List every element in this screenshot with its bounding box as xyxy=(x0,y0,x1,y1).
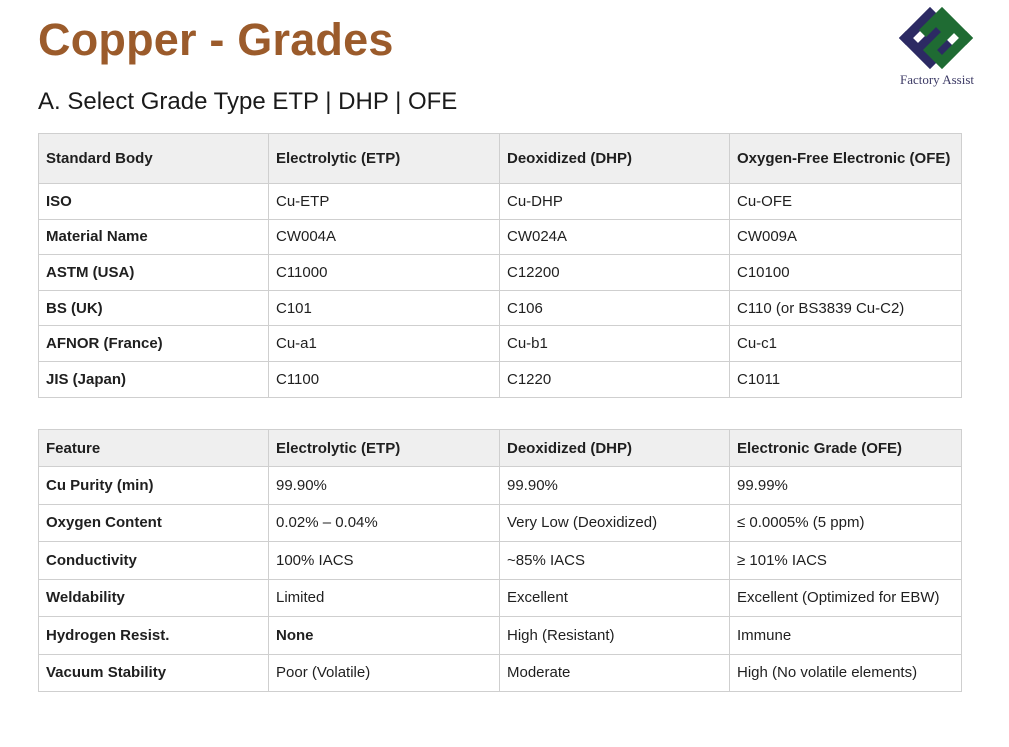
table-cell: CW004A xyxy=(269,219,500,255)
column-header: Electrolytic (ETP) xyxy=(269,430,500,467)
table-cell: Poor (Volatile) xyxy=(269,654,500,692)
row-label: Conductivity xyxy=(39,542,269,580)
table-cell: ≥ 101% IACS xyxy=(730,542,962,580)
table-header-row xyxy=(39,134,962,184)
table-row xyxy=(39,361,962,397)
row-label: Cu Purity (min) xyxy=(39,467,269,505)
table-cell: Moderate xyxy=(500,654,730,692)
page-title: Copper - Grades xyxy=(38,14,394,65)
table-row xyxy=(39,184,962,220)
table-row xyxy=(39,255,962,291)
table-cell: Cu-ETP xyxy=(269,184,500,220)
table-cell: C1100 xyxy=(269,361,500,397)
table-cell: Cu-b1 xyxy=(500,326,730,362)
table-cell: CW024A xyxy=(500,219,730,255)
table-cell: C10100 xyxy=(730,255,962,291)
table-row xyxy=(39,617,962,655)
table-cell: ≤ 0.0005% (5 ppm) xyxy=(730,504,962,542)
row-label: JIS (Japan) xyxy=(39,361,269,397)
table-cell: C110 (or BS3839 Cu-C2) xyxy=(730,290,962,326)
table-row xyxy=(39,542,962,580)
row-label: AFNOR (France) xyxy=(39,326,269,362)
table-cell: Immune xyxy=(730,617,962,655)
row-label: Vacuum Stability xyxy=(39,654,269,692)
table-row xyxy=(39,326,962,362)
row-label: Hydrogen Resist. xyxy=(39,617,269,655)
table-cell: 100% IACS xyxy=(269,542,500,580)
factory-assist-logo xyxy=(876,2,996,92)
table-cell: CW009A xyxy=(730,219,962,255)
table-row xyxy=(39,219,962,255)
page-subtitle: A. Select Grade Type ETP | DHP | OFE xyxy=(38,88,458,115)
table-row xyxy=(39,290,962,326)
standards-table xyxy=(38,133,962,398)
table-cell: High (Resistant) xyxy=(500,617,730,655)
table-cell: Excellent xyxy=(500,579,730,617)
column-header: Deoxidized (DHP) xyxy=(500,430,730,467)
table-cell: Excellent (Optimized for EBW) xyxy=(730,579,962,617)
table-cell: C106 xyxy=(500,290,730,326)
column-header: Oxygen-Free Electronic (OFE) xyxy=(730,134,962,184)
table-cell: Very Low (Deoxidized) xyxy=(500,504,730,542)
table-row xyxy=(39,504,962,542)
table-row xyxy=(39,467,962,505)
table-cell: Cu-OFE xyxy=(730,184,962,220)
logo-mark-icon xyxy=(876,2,996,74)
row-label: ASTM (USA) xyxy=(39,255,269,291)
table-cell: Limited xyxy=(269,579,500,617)
column-header: Feature xyxy=(39,430,269,467)
table-cell: High (No volatile elements) xyxy=(730,654,962,692)
table-cell: 0.02% – 0.04% xyxy=(269,504,500,542)
table-cell: C1220 xyxy=(500,361,730,397)
column-header: Deoxidized (DHP) xyxy=(500,134,730,184)
features-table xyxy=(38,429,962,692)
logo-text: Factory Assist xyxy=(899,72,975,87)
column-header: Electronic Grade (OFE) xyxy=(730,430,962,467)
table-cell: C1011 xyxy=(730,361,962,397)
table-cell: 99.90% xyxy=(500,467,730,505)
table-cell: C12200 xyxy=(500,255,730,291)
table-cell: None xyxy=(269,617,500,655)
table-cell: 99.90% xyxy=(269,467,500,505)
row-label: Material Name xyxy=(39,219,269,255)
row-label: Oxygen Content xyxy=(39,504,269,542)
table-cell: Cu-DHP xyxy=(500,184,730,220)
column-header: Electrolytic (ETP) xyxy=(269,134,500,184)
table-cell: Cu-a1 xyxy=(269,326,500,362)
table-cell: C101 xyxy=(269,290,500,326)
table-cell: C11000 xyxy=(269,255,500,291)
table-header-row xyxy=(39,430,962,467)
table-row xyxy=(39,579,962,617)
row-label: BS (UK) xyxy=(39,290,269,326)
table-cell: ~85% IACS xyxy=(500,542,730,580)
row-label: Weldability xyxy=(39,579,269,617)
column-header: Standard Body xyxy=(39,134,269,184)
table-cell: 99.99% xyxy=(730,467,962,505)
row-label: ISO xyxy=(39,184,269,220)
table-row xyxy=(39,654,962,692)
table-cell: Cu-c1 xyxy=(730,326,962,362)
